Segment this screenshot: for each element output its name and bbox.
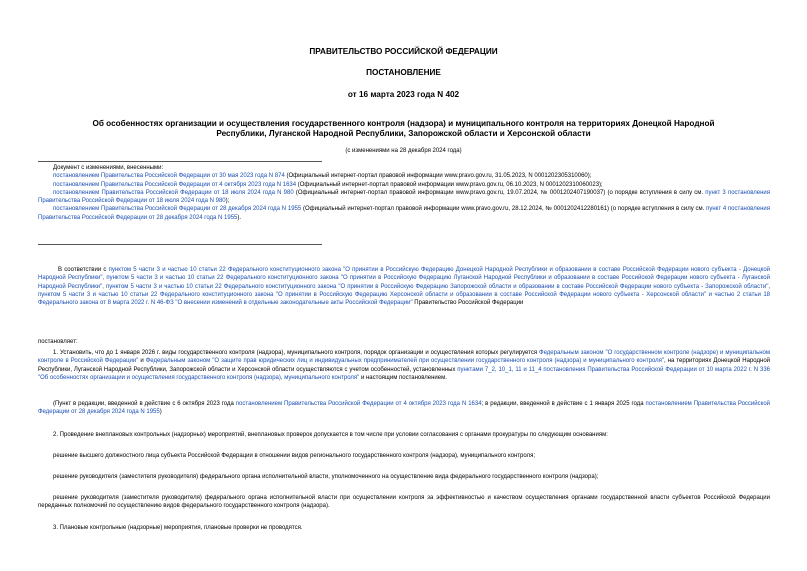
change-link[interactable]: пункт 3 постановления Правительства Российской Федерации от 18 июля 2024 года N 980 — [38, 189, 770, 205]
preamble: В соответствии с пунктом 5 части 3 и частью 10 статьи 22 Федерального конституционного закона "О принятии в Российскую Федерацию Донецкой Народной Республики и образовании в составе Российской Федерации нового субъекта - Донецкой Народной Республики", пунктом 5 части 3 и частью 10 статьи 22 Федерального конституционного закона "О принятии в Российскую Федерацию Луганской Народной Республики и образовании в составе Российской Федерации нового субъекта - Луганской Народной Республики", пунктом 5 части 3 и частью 10 статьи 22 Федерального конституционного закона "О принятии в Российскую Федерацию Запорожской области и образовании в составе Российской Федерации нового субъекта - Запорожской области", пунктом 5 части 3 и частью 10 статьи 22 Федерального конституционного закона "О принятии в Российскую Федерацию Херсонской области и образовании в составе Российской Федерации нового субъекта - Херсонской области" и частью 2 статьи 18 Федерального закона от 8 марта 2022 г. N 46-ФЗ "О внесении изменений в отдельные законодательные акты Российской Федерации" Правительство Российской Федерации — [38, 267, 771, 307]
paragraph-1-note: (Пункт в редакции, введенной в действие с 6 октября 2023 года постановлением Правительства Российской Федерации от 4 октября 2023 года N 1634; в редакции, введенной в действие с 1 января 2025 года постановлением Правительства Российской Федерации от 28 декабря 2024 года N 1955) — [38, 401, 771, 416]
change-link[interactable]: постановлением Правительства Российской Федерации от 4 октября 2023 года N 1634 — [53, 181, 297, 188]
changes-intro: Документ с изменениями, внесенными: — [53, 165, 164, 171]
change-item: постановлением Правительства Российской Федерации от 30 мая 2023 года N 874 (Официальный интернет-портал правовой информации www.pravo.gov.ru, 31.05.2023, N 0001202305310060); — [53, 173, 592, 180]
divider-top — [38, 161, 322, 162]
change-item: постановлением Правительства Российской Федерации от 4 октября 2023 года N 1634 (Официальный интернет-портал правовой информации www.pravo.gov.ru, 06.10.2023, N 0001202310060023); — [53, 181, 603, 188]
change-item: постановлением Правительства Российской Федерации от 18 июля 2024 года N 980 (Официальный интернет-портал правовой информации www.pravo.gov.ru, 19.07.2024, № 0001202407190037) (о порядке вступления в силу см. пункт 3 постановления Правительства Российской Федерации от 18 июля 2024 года N 980); — [38, 189, 770, 205]
paragraph-1: 1. Установить, что до 1 января 2026 г. виды государственного контроля (надзора), муниципального контроля, порядок организации и осуществления которых регулируется Федеральным законом "О государственном контроле (надзоре) и муниципальном контроле в Российской Федерации" и Федеральным законом "О защите прав юридических лиц и индивидуальных предпринимателей при осуществлении государственного контроля (надзора) и муниципального контроля", на территориях Донецкой Народной Республики, Луганской Народной Республики, Запорожской области и Херсонской области осуществляются с учетом особенностей, установленных пунктами 7_2, 10_1, 11 и 11_4 постановления Правительства Российской Федерации от 10 марта 2022 г. N 336 "Об особенностях организации и осуществления государственного контроля (надзора), муниципального контроля" и настоящим постановлением. — [38, 350, 771, 381]
decree-word: постановляет: — [38, 339, 78, 345]
paragraph-2-item: решение руководителя (заместителя руководителя) федерального органа исполнительной власти, уполномоченного на осуществление вида федерального государственного контроля (надзора); — [53, 474, 599, 480]
changes-block — [38, 164, 770, 222]
paragraph-2-item: решение высшего должностного лица субъекта Российской Федерации в отношении видов регионального государственного контроля (надзора), муниципального контроля; — [53, 453, 536, 459]
paragraph-3: 3. Плановые контрольные (надзорные) мероприятия, плановые проверки не проводятся. — [53, 525, 303, 531]
paragraph-2-item: решение руководителя (заместителя руководителя) федерального органа исполнительной власти при осуществлении контроля за эффективностью и качеством осуществления органами государственной власти субъектов Российской Федерации переданных полномочий по осуществлению видов федерального государственного контроля (надзора). — [38, 495, 770, 510]
change-link[interactable]: постановлением Правительства Российской Федерации от 18 июля 2024 года N 980 — [53, 189, 294, 196]
law-link[interactable]: Федеральным законом "О государственном контроле (надзоре) и муниципальном контроле в Российской Федерации" — [38, 350, 770, 365]
paragraph-2: 2. Проведение внеплановых контрольных (надзорных) мероприятий, внеплановых проверок допускается в том числе при условии согласования с органами прокуратуры по следующим основаниям: — [53, 432, 608, 438]
document-date-number: от 16 марта 2023 года N 402 — [347, 90, 460, 99]
document-revision: (с изменениями на 28 декабря 2024 года) — [345, 148, 462, 154]
government-name: ПРАВИТЕЛЬСТВО РОССИЙСКОЙ ФЕДЕРАЦИИ — [309, 47, 498, 56]
change-item: постановлением Правительства Российской Федерации от 28 декабря 2024 года N 1955 (Официальный интернет-портал правовой информации www.pravo.gov.ru, 28.12.2024, № 0001202412280161) (о порядке вступления в силу см. пункт 4 постановления Правительства Российской Федерации от 28 декабря 2024 года N 1955). — [38, 206, 770, 221]
decree-link[interactable]: пунктами 7_2, 10_1, 11 и 11_4 постановления Правительства Российской Федерации от 10 марта 2022 г. N 336 "Об особенностях организации и осуществления государственного контроля (надзора), муниципального контроля" — [38, 366, 771, 381]
document-title-line2: Республики, Луганской Народной Республики, Запорожской области и Херсонской области — [216, 129, 591, 138]
change-link[interactable]: пункт 4 постановления Правительства Российской Федерации от 28 декабря 2024 года N 1955 — [38, 206, 770, 221]
document-title-line1: Об особенностях организации и осуществления государственного контроля (надзора) и муниципального контроля на территориях Донецкой Народной — [92, 119, 715, 128]
change-link[interactable]: постановлением Правительства Российской Федерации от 28 декабря 2024 года N 1955 — [53, 206, 302, 213]
document-type: ПОСТАНОВЛЕНИЕ — [366, 68, 441, 77]
preamble-link[interactable]: пунктом 5 части 3 и частью 10 статьи 22 Федерального конституционного закона "О принятии в Российскую Федерацию Донецкой Народной Республики и образовании в составе Российской Федерации нового субъекта - Донецкой Народной Республики", пунктом 5 части 3 и частью 10 статьи 22 Федерального конституционного закона "О принятии в Российскую Федерацию Луганской Народной Республики и образовании в составе Российской Федерации нового субъекта - Луганской Народной Республики", пунктом 5 части 3 и частью 10 статьи 22 Федерального конституционного закона "О принятии в Российскую Федерацию Запорожской области и образовании в составе Российской Федерации нового субъекта - Запорожской области", пунктом 5 части 3 и частью 10 статьи 22 Федерального конституционного закона "О принятии в Российскую Федерацию Херсонской области и образовании в составе Российской Федерации нового субъекта - Херсонской области" и частью 2 статьи 18 Федерального закона от 8 марта 2022 г. N 46-ФЗ "О внесении изменений в отдельные законодательные акты Российской Федерации" — [38, 267, 771, 307]
amendment-link[interactable]: постановлением Правительства Российской Федерации от 4 октября 2023 года N 1634 — [235, 401, 482, 407]
law-link[interactable]: Федеральным законом "О защите прав юридических лиц и индивидуальных предпринимателей при осуществлении государственного контроля (надзора) и муниципального контроля" — [145, 358, 665, 365]
change-link[interactable]: постановлением Правительства Российской Федерации от 30 мая 2023 года N 874 — [53, 173, 285, 180]
amendment-link[interactable]: постановлением Правительства Российской Федерации от 28 декабря 2024 года N 1955 — [38, 401, 771, 416]
divider-bottom — [38, 244, 322, 245]
